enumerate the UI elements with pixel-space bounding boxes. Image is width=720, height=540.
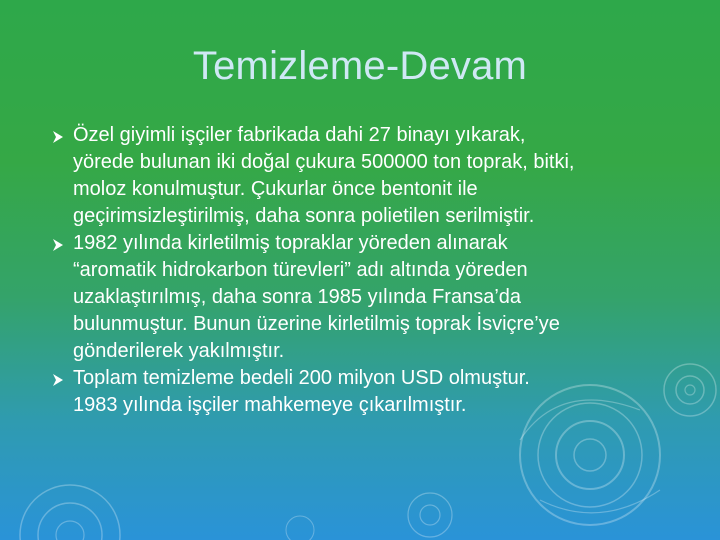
bullet-line: geçirimsizleştirilmiş, daha sonra polietilen serilmiştir. bbox=[73, 205, 535, 227]
bullet-line: uzaklaştırılmış, daha sonra 1985 yılında Fransa’da bbox=[73, 286, 522, 308]
arrowhead-bullet-icon bbox=[52, 374, 64, 386]
bullet-line: gönderilerek yakılmıştır. bbox=[73, 340, 285, 362]
bullet-line: bulunmuştur. Bunun üzerine kirletilmiş toprak İsviçre’ye bbox=[73, 313, 560, 335]
ripple-bottom-center bbox=[286, 493, 452, 540]
bullet-line: yörede bulunan iki doğal çukura 500000 ton toprak, bitki, bbox=[73, 151, 575, 173]
arrowhead-bullet-icon bbox=[52, 239, 64, 251]
bullet-item bbox=[50, 365, 690, 419]
slide-title: Temizleme-Devam bbox=[192, 44, 528, 88]
bullet-line: 1982 yılında kirletilmiş topraklar yöreden alınarak bbox=[73, 232, 508, 254]
bullet-item bbox=[50, 122, 690, 230]
bullet-line: “aromatik hidrokarbon türevleri” adı altında yöreden bbox=[73, 259, 528, 281]
arrowhead-bullet-icon bbox=[52, 131, 64, 143]
bullet-list bbox=[50, 122, 690, 419]
bullet-item bbox=[50, 230, 690, 365]
bullet-line: Toplam temizleme bedeli 200 milyon USD olmuştur. bbox=[73, 367, 530, 389]
ripple-bottom-left bbox=[20, 485, 120, 540]
bullet-line: 1983 yılında işçiler mahkemeye çıkarılmıştır. bbox=[73, 394, 467, 416]
bullet-line: moloz konulmuştur. Çukurlar önce bentonit ile bbox=[73, 178, 478, 200]
bullet-line: Özel giyimli işçiler fabrikada dahi 27 binayı yıkarak, bbox=[73, 124, 526, 146]
